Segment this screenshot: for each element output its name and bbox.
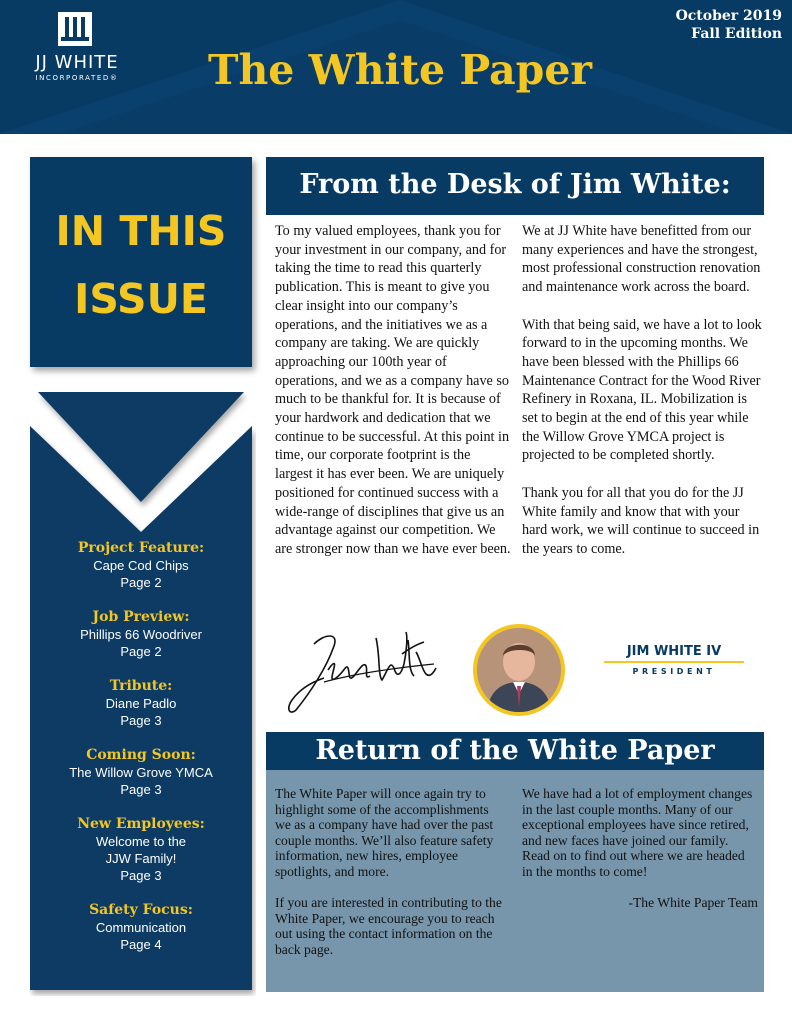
in-this-issue-title bbox=[30, 197, 252, 333]
in-this-issue-box bbox=[30, 157, 252, 367]
edition-info bbox=[676, 7, 782, 43]
desk-paragraph: To my valued employees, thank you for your investment in our company, and for taking the time to read this quarterly publication. This is meant to give you clear insight into our company’s operations, and the initiatives we as a company are taking. We are quickly approaching our 100th year of operations, and we as a company have so much to be thankful for. It is because of your hardwork and dedication that we continue to be successful. At this point in time, our corporate footprint is the largest it has ever been. We are uniquely positioned for continued success with a wide-range of disciplines that give us an advantage against our competition. We are stronger now than we have ever been. bbox=[275, 223, 511, 557]
return-left-column bbox=[275, 786, 507, 973]
desk-section-heading: From the Desk of Jim White: bbox=[266, 157, 764, 215]
toc-page: Page 3 bbox=[120, 782, 162, 797]
toc-heading: Tribute: bbox=[109, 678, 173, 694]
logo-mark-icon bbox=[58, 12, 92, 46]
toc-line: Cape Cod Chips bbox=[93, 558, 189, 573]
in-this-issue-line1: IN THIS bbox=[55, 207, 227, 255]
masthead-header bbox=[0, 0, 792, 134]
toc-line: Communication bbox=[95, 920, 187, 935]
company-logo bbox=[16, 12, 138, 88]
edition-name: Fall Edition bbox=[691, 26, 782, 42]
toc-item[interactable] bbox=[30, 816, 252, 884]
logo-name: JJ WHITE bbox=[35, 52, 119, 73]
return-paragraph: We have had a lot of employment changes in the last couple months. Many of our exceptional employees have since retired, and new faces have joined our family. Read on to find out where we are headed in the months to come! bbox=[522, 786, 753, 879]
desk-paragraph: With that being said, we have a lot to look forward to in the upcoming months. We have been blessed with the Phillips 66 Maintenance Contract for the Wood River Refinery in Roxana, IL. Mobilization is set to begin at the end of this year while the Willow Grove YMCA project is projected to be completed shortly. bbox=[522, 316, 762, 464]
toc-page: Page 3 bbox=[120, 713, 162, 728]
toc-item[interactable] bbox=[30, 902, 252, 953]
toc-heading: New Employees: bbox=[77, 816, 205, 832]
edition-date: October 2019 bbox=[675, 8, 782, 24]
toc-line: Phillips 66 Woodriver bbox=[80, 627, 202, 642]
toc-page: Page 2 bbox=[120, 575, 162, 590]
president-title: PRESIDENT bbox=[632, 667, 716, 676]
toc-line: The Willow Grove YMCA bbox=[69, 765, 213, 780]
desk-letter-left-column bbox=[275, 222, 511, 577]
toc-heading: Safety Focus: bbox=[89, 902, 193, 918]
toc-item[interactable] bbox=[30, 678, 252, 729]
toc-line: Welcome to the bbox=[95, 834, 187, 849]
toc-item[interactable] bbox=[30, 609, 252, 660]
desk-letter-right-column bbox=[522, 222, 762, 577]
in-this-issue-line2: ISSUE bbox=[74, 275, 208, 323]
toc-item[interactable] bbox=[30, 747, 252, 798]
return-right-column bbox=[522, 786, 758, 926]
table-of-contents bbox=[30, 540, 252, 971]
toc-line: Diane Padlo bbox=[105, 696, 177, 711]
president-name: JIM WHITE IV bbox=[604, 644, 744, 663]
toc-page: Page 4 bbox=[120, 937, 162, 952]
toc-heading: Project Feature: bbox=[77, 540, 205, 556]
logo-subtitle: INCORPORATED® bbox=[35, 74, 119, 82]
toc-line: JJW Family! bbox=[105, 851, 177, 866]
desk-paragraph: Thank you for all that you do for the JJ White family and know that with your hard work, we will continue to succeed in the years to come. bbox=[522, 484, 760, 557]
toc-page: Page 2 bbox=[120, 644, 162, 659]
toc-page: Page 3 bbox=[120, 868, 162, 883]
toc-heading: Job Preview: bbox=[92, 609, 190, 625]
president-portrait bbox=[473, 624, 565, 716]
toc-item[interactable] bbox=[30, 540, 252, 591]
desk-paragraph: We at JJ White have benefitted from our many experiences and have the strongest, most professional construction renovation and maintenance work across the board. bbox=[522, 223, 761, 296]
portrait-image bbox=[477, 628, 561, 712]
return-paragraph: The White Paper will once again try to highlight some of the accomplishments we as a company have had over the past couple months. We’ll also feature safety information, new hires, employee spotlights, and more. bbox=[275, 786, 494, 879]
signature-image bbox=[284, 624, 444, 716]
return-section-heading: Return of the White Paper bbox=[266, 732, 764, 770]
toc-heading: Coming Soon: bbox=[86, 747, 196, 763]
return-paragraph: If you are interested in contributing to the White Paper, we encourage you to reach out using the contact information on the back page. bbox=[275, 895, 502, 957]
team-signoff: -The White Paper Team bbox=[628, 895, 758, 911]
newsletter-title: The White Paper bbox=[207, 46, 593, 94]
